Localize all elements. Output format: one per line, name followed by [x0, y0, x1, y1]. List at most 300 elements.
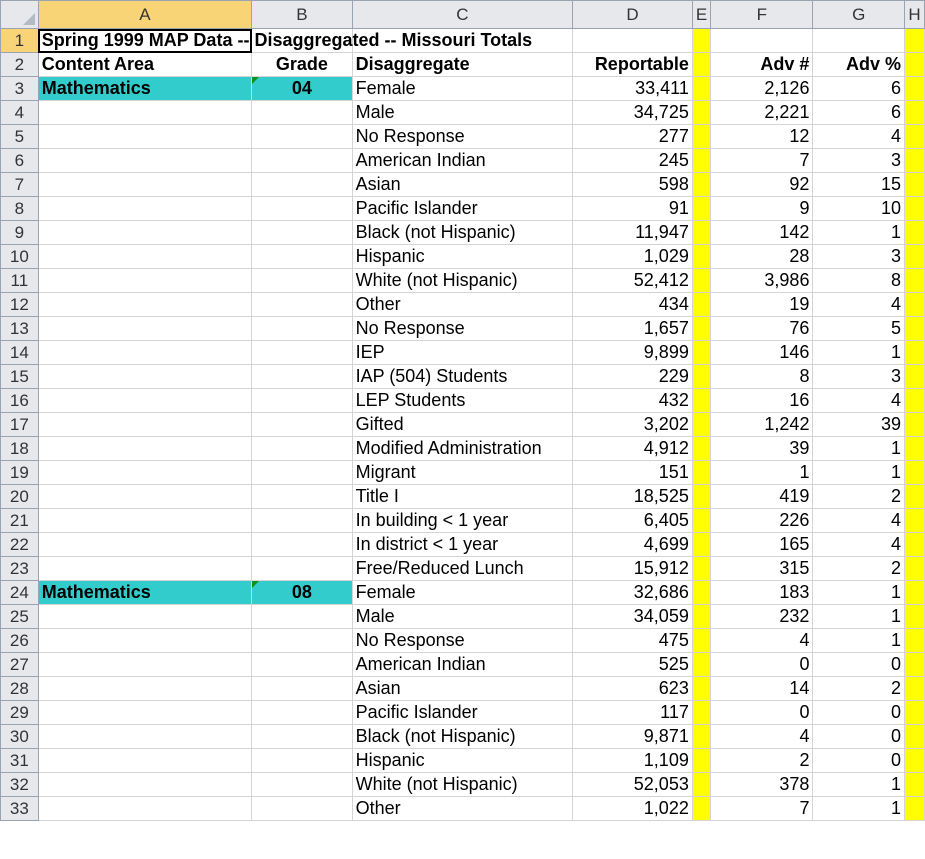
cell[interactable] [692, 101, 710, 125]
adv-num-cell[interactable]: 165 [711, 533, 813, 557]
cell[interactable] [904, 245, 924, 269]
disaggregate-cell[interactable]: Pacific Islander [352, 197, 573, 221]
row-header[interactable]: 7 [1, 173, 39, 197]
cell[interactable] [904, 125, 924, 149]
cell[interactable] [904, 773, 924, 797]
cell[interactable] [692, 677, 710, 701]
content-area-cell[interactable] [38, 101, 252, 125]
disaggregate-cell[interactable]: IAP (504) Students [352, 365, 573, 389]
grade-cell[interactable] [252, 461, 352, 485]
cell[interactable] [692, 389, 710, 413]
adv-pct-cell[interactable]: 3 [813, 245, 905, 269]
disaggregate-cell[interactable]: LEP Students [352, 389, 573, 413]
cell[interactable] [692, 365, 710, 389]
header-adv-pct[interactable]: Adv % [813, 53, 905, 77]
adv-pct-cell[interactable]: 4 [813, 533, 905, 557]
content-area-cell[interactable] [38, 197, 252, 221]
cell[interactable] [692, 197, 710, 221]
cell[interactable] [904, 317, 924, 341]
row-header[interactable]: 26 [1, 629, 39, 653]
disaggregate-cell[interactable]: No Response [352, 629, 573, 653]
adv-num-cell[interactable]: 142 [711, 221, 813, 245]
adv-pct-cell[interactable]: 8 [813, 269, 905, 293]
adv-num-cell[interactable]: 92 [711, 173, 813, 197]
adv-num-cell[interactable]: 19 [711, 293, 813, 317]
row-header[interactable]: 19 [1, 461, 39, 485]
adv-num-cell[interactable]: 4 [711, 629, 813, 653]
cell[interactable] [692, 77, 710, 101]
reportable-cell[interactable]: 4,699 [573, 533, 693, 557]
adv-num-cell[interactable]: 232 [711, 605, 813, 629]
adv-num-cell[interactable]: 1,242 [711, 413, 813, 437]
adv-num-cell[interactable]: 2 [711, 749, 813, 773]
content-area-cell[interactable] [38, 533, 252, 557]
content-area-cell[interactable] [38, 653, 252, 677]
select-all-corner[interactable] [1, 1, 39, 29]
reportable-cell[interactable]: 4,912 [573, 437, 693, 461]
row-header[interactable]: 15 [1, 365, 39, 389]
adv-pct-cell[interactable]: 4 [813, 509, 905, 533]
disaggregate-cell[interactable]: Asian [352, 173, 573, 197]
row-header[interactable]: 24 [1, 581, 39, 605]
adv-pct-cell[interactable]: 1 [813, 605, 905, 629]
disaggregate-cell[interactable]: Gifted [352, 413, 573, 437]
disaggregate-cell[interactable]: Other [352, 293, 573, 317]
reportable-cell[interactable]: 3,202 [573, 413, 693, 437]
adv-pct-cell[interactable]: 1 [813, 341, 905, 365]
cell[interactable] [692, 725, 710, 749]
adv-pct-cell[interactable]: 6 [813, 101, 905, 125]
adv-num-cell[interactable]: 0 [711, 701, 813, 725]
reportable-cell[interactable]: 9,899 [573, 341, 693, 365]
cell[interactable] [692, 533, 710, 557]
cell[interactable] [904, 437, 924, 461]
reportable-cell[interactable]: 52,412 [573, 269, 693, 293]
cell[interactable] [692, 485, 710, 509]
content-area-cell[interactable] [38, 173, 252, 197]
content-area-cell[interactable] [38, 677, 252, 701]
content-area-cell[interactable] [38, 149, 252, 173]
row-header[interactable]: 6 [1, 149, 39, 173]
column-header-b[interactable]: B [252, 1, 352, 29]
grade-cell[interactable] [252, 653, 352, 677]
adv-num-cell[interactable]: 16 [711, 389, 813, 413]
row-header[interactable]: 17 [1, 413, 39, 437]
disaggregate-cell[interactable]: American Indian [352, 149, 573, 173]
row-header[interactable]: 23 [1, 557, 39, 581]
adv-pct-cell[interactable]: 1 [813, 581, 905, 605]
cell[interactable] [904, 653, 924, 677]
grade-cell[interactable] [252, 125, 352, 149]
reportable-cell[interactable]: 34,059 [573, 605, 693, 629]
content-area-cell[interactable] [38, 413, 252, 437]
cell[interactable] [904, 701, 924, 725]
cell[interactable] [692, 557, 710, 581]
content-area-cell[interactable] [38, 341, 252, 365]
cell[interactable] [904, 53, 924, 77]
adv-pct-cell[interactable]: 4 [813, 389, 905, 413]
adv-num-cell[interactable]: 183 [711, 581, 813, 605]
adv-pct-cell[interactable]: 1 [813, 221, 905, 245]
adv-pct-cell[interactable]: 0 [813, 749, 905, 773]
reportable-cell[interactable]: 229 [573, 365, 693, 389]
grade-cell[interactable]: 04 [252, 77, 352, 101]
disaggregate-cell[interactable]: Asian [352, 677, 573, 701]
header-adv-num[interactable]: Adv # [711, 53, 813, 77]
reportable-cell[interactable]: 1,022 [573, 797, 693, 821]
grade-cell[interactable] [252, 437, 352, 461]
content-area-cell[interactable] [38, 629, 252, 653]
content-area-cell[interactable] [38, 437, 252, 461]
adv-pct-cell[interactable]: 15 [813, 173, 905, 197]
adv-num-cell[interactable]: 3,986 [711, 269, 813, 293]
column-header-e[interactable]: E [692, 1, 710, 29]
adv-pct-cell[interactable]: 3 [813, 365, 905, 389]
reportable-cell[interactable]: 1,109 [573, 749, 693, 773]
header-disaggregate[interactable]: Disaggregate [352, 53, 573, 77]
cell[interactable] [904, 197, 924, 221]
cell[interactable] [692, 269, 710, 293]
adv-num-cell[interactable]: 419 [711, 485, 813, 509]
content-area-cell[interactable] [38, 509, 252, 533]
cell[interactable] [904, 461, 924, 485]
row-header[interactable]: 31 [1, 749, 39, 773]
reportable-cell[interactable]: 91 [573, 197, 693, 221]
cell[interactable] [904, 413, 924, 437]
adv-pct-cell[interactable]: 1 [813, 461, 905, 485]
grade-cell[interactable]: 08 [252, 581, 352, 605]
disaggregate-cell[interactable]: No Response [352, 125, 573, 149]
grade-cell[interactable] [252, 197, 352, 221]
row-header[interactable]: 20 [1, 485, 39, 509]
reportable-cell[interactable]: 52,053 [573, 773, 693, 797]
cell[interactable] [692, 293, 710, 317]
grade-cell[interactable] [252, 101, 352, 125]
reportable-cell[interactable]: 34,725 [573, 101, 693, 125]
grade-cell[interactable] [252, 773, 352, 797]
row-header[interactable]: 12 [1, 293, 39, 317]
reportable-cell[interactable]: 245 [573, 149, 693, 173]
adv-num-cell[interactable]: 378 [711, 773, 813, 797]
row-header[interactable]: 8 [1, 197, 39, 221]
row-header[interactable]: 30 [1, 725, 39, 749]
disaggregate-cell[interactable]: Black (not Hispanic) [352, 725, 573, 749]
adv-num-cell[interactable]: 7 [711, 797, 813, 821]
adv-num-cell[interactable]: 2,126 [711, 77, 813, 101]
content-area-cell[interactable] [38, 725, 252, 749]
disaggregate-cell[interactable]: Hispanic [352, 749, 573, 773]
adv-pct-cell[interactable]: 2 [813, 485, 905, 509]
reportable-cell[interactable]: 525 [573, 653, 693, 677]
disaggregate-cell[interactable]: IEP [352, 341, 573, 365]
reportable-cell[interactable]: 598 [573, 173, 693, 197]
grade-cell[interactable] [252, 365, 352, 389]
reportable-cell[interactable]: 18,525 [573, 485, 693, 509]
disaggregate-cell[interactable]: Free/Reduced Lunch [352, 557, 573, 581]
cell[interactable] [813, 29, 905, 53]
grade-cell[interactable] [252, 317, 352, 341]
content-area-cell[interactable] [38, 701, 252, 725]
cell[interactable] [904, 533, 924, 557]
cell[interactable] [692, 341, 710, 365]
row-header[interactable]: 22 [1, 533, 39, 557]
grade-cell[interactable] [252, 413, 352, 437]
row-header[interactable]: 33 [1, 797, 39, 821]
reportable-cell[interactable]: 11,947 [573, 221, 693, 245]
cell[interactable] [692, 173, 710, 197]
grade-cell[interactable] [252, 173, 352, 197]
adv-pct-cell[interactable]: 2 [813, 557, 905, 581]
grade-cell[interactable] [252, 149, 352, 173]
row-header[interactable]: 4 [1, 101, 39, 125]
column-header-f[interactable]: F [711, 1, 813, 29]
reportable-cell[interactable]: 1,657 [573, 317, 693, 341]
adv-pct-cell[interactable]: 10 [813, 197, 905, 221]
cell[interactable] [692, 653, 710, 677]
adv-num-cell[interactable]: 4 [711, 725, 813, 749]
cell[interactable] [904, 605, 924, 629]
disaggregate-cell[interactable]: Migrant [352, 461, 573, 485]
cell[interactable] [904, 485, 924, 509]
adv-num-cell[interactable]: 28 [711, 245, 813, 269]
reportable-cell[interactable]: 277 [573, 125, 693, 149]
title-cell[interactable] [38, 29, 533, 53]
adv-num-cell[interactable]: 226 [711, 509, 813, 533]
content-area-cell[interactable] [38, 773, 252, 797]
adv-pct-cell[interactable]: 0 [813, 701, 905, 725]
grade-cell[interactable] [252, 245, 352, 269]
content-area-cell[interactable] [38, 221, 252, 245]
grade-cell[interactable] [252, 221, 352, 245]
adv-pct-cell[interactable]: 1 [813, 797, 905, 821]
adv-pct-cell[interactable]: 1 [813, 629, 905, 653]
grade-cell[interactable] [252, 485, 352, 509]
cell[interactable] [692, 749, 710, 773]
cell[interactable] [904, 269, 924, 293]
row-header[interactable]: 29 [1, 701, 39, 725]
content-area-cell[interactable]: Mathematics [38, 581, 252, 605]
cell[interactable] [904, 365, 924, 389]
adv-num-cell[interactable]: 76 [711, 317, 813, 341]
grade-cell[interactable] [252, 629, 352, 653]
disaggregate-cell[interactable]: Male [352, 101, 573, 125]
adv-pct-cell[interactable]: 1 [813, 773, 905, 797]
cell[interactable] [692, 797, 710, 821]
column-header-c[interactable]: C [352, 1, 573, 29]
disaggregate-cell[interactable]: Pacific Islander [352, 701, 573, 725]
disaggregate-cell[interactable]: Black (not Hispanic) [352, 221, 573, 245]
cell[interactable] [904, 173, 924, 197]
adv-pct-cell[interactable]: 5 [813, 317, 905, 341]
row-header[interactable]: 18 [1, 437, 39, 461]
grade-cell[interactable] [252, 509, 352, 533]
grade-cell[interactable] [252, 533, 352, 557]
cell[interactable] [904, 581, 924, 605]
cell[interactable] [904, 149, 924, 173]
cell[interactable] [692, 629, 710, 653]
column-header-h[interactable]: H [904, 1, 924, 29]
adv-pct-cell[interactable]: 0 [813, 725, 905, 749]
cell[interactable] [904, 341, 924, 365]
content-area-cell[interactable] [38, 125, 252, 149]
row-header[interactable]: 3 [1, 77, 39, 101]
disaggregate-cell[interactable]: In district < 1 year [352, 533, 573, 557]
content-area-cell[interactable] [38, 461, 252, 485]
disaggregate-cell[interactable]: Hispanic [352, 245, 573, 269]
content-area-cell[interactable] [38, 557, 252, 581]
row-header[interactable]: 16 [1, 389, 39, 413]
row-header[interactable]: 32 [1, 773, 39, 797]
cell[interactable] [904, 221, 924, 245]
adv-num-cell[interactable]: 315 [711, 557, 813, 581]
grade-cell[interactable] [252, 797, 352, 821]
reportable-cell[interactable]: 432 [573, 389, 693, 413]
content-area-cell[interactable] [38, 389, 252, 413]
cell[interactable] [904, 749, 924, 773]
cell[interactable] [573, 29, 693, 53]
column-header-a[interactable]: A [38, 1, 252, 29]
adv-num-cell[interactable]: 7 [711, 149, 813, 173]
adv-pct-cell[interactable]: 4 [813, 293, 905, 317]
cell[interactable] [692, 53, 710, 77]
content-area-cell[interactable] [38, 485, 252, 509]
row-header[interactable]: 9 [1, 221, 39, 245]
grade-cell[interactable] [252, 605, 352, 629]
adv-num-cell[interactable]: 2,221 [711, 101, 813, 125]
cell[interactable] [692, 605, 710, 629]
content-area-cell[interactable] [38, 245, 252, 269]
grade-cell[interactable] [252, 677, 352, 701]
row-header[interactable]: 2 [1, 53, 39, 77]
adv-pct-cell[interactable]: 0 [813, 653, 905, 677]
cell[interactable] [904, 557, 924, 581]
grade-cell[interactable] [252, 557, 352, 581]
disaggregate-cell[interactable]: Female [352, 77, 573, 101]
cell[interactable] [692, 125, 710, 149]
cell[interactable] [711, 29, 813, 53]
cell[interactable] [692, 581, 710, 605]
disaggregate-cell[interactable]: White (not Hispanic) [352, 269, 573, 293]
row-header[interactable]: 27 [1, 653, 39, 677]
row-header[interactable]: 11 [1, 269, 39, 293]
adv-num-cell[interactable]: 39 [711, 437, 813, 461]
disaggregate-cell[interactable]: Female [352, 581, 573, 605]
content-area-cell[interactable] [38, 269, 252, 293]
reportable-cell[interactable]: 9,871 [573, 725, 693, 749]
adv-pct-cell[interactable]: 4 [813, 125, 905, 149]
adv-pct-cell[interactable]: 2 [813, 677, 905, 701]
reportable-cell[interactable]: 475 [573, 629, 693, 653]
grade-cell[interactable] [252, 749, 352, 773]
adv-num-cell[interactable]: 0 [711, 653, 813, 677]
cell[interactable] [904, 629, 924, 653]
adv-pct-cell[interactable]: 39 [813, 413, 905, 437]
adv-num-cell[interactable]: 9 [711, 197, 813, 221]
adv-pct-cell[interactable]: 1 [813, 437, 905, 461]
disaggregate-cell[interactable]: White (not Hispanic) [352, 773, 573, 797]
adv-num-cell[interactable]: 12 [711, 125, 813, 149]
content-area-cell[interactable] [38, 797, 252, 821]
disaggregate-cell[interactable]: Title I [352, 485, 573, 509]
adv-num-cell[interactable]: 8 [711, 365, 813, 389]
reportable-cell[interactable]: 15,912 [573, 557, 693, 581]
cell[interactable] [904, 29, 924, 53]
row-header[interactable]: 21 [1, 509, 39, 533]
cell[interactable] [904, 677, 924, 701]
grade-cell[interactable] [252, 701, 352, 725]
grade-cell[interactable] [252, 293, 352, 317]
reportable-cell[interactable]: 623 [573, 677, 693, 701]
content-area-cell[interactable] [38, 365, 252, 389]
content-area-cell[interactable] [38, 605, 252, 629]
row-header[interactable]: 28 [1, 677, 39, 701]
cell[interactable] [692, 461, 710, 485]
cell[interactable] [692, 29, 710, 53]
reportable-cell[interactable]: 151 [573, 461, 693, 485]
adv-pct-cell[interactable]: 6 [813, 77, 905, 101]
cell[interactable] [692, 317, 710, 341]
cell[interactable] [692, 245, 710, 269]
disaggregate-cell[interactable]: Other [352, 797, 573, 821]
header-grade[interactable]: Grade [252, 53, 352, 77]
cell[interactable] [904, 725, 924, 749]
reportable-cell[interactable]: 117 [573, 701, 693, 725]
column-header-d[interactable]: D [573, 1, 693, 29]
row-header[interactable]: 10 [1, 245, 39, 269]
grade-cell[interactable] [252, 269, 352, 293]
disaggregate-cell[interactable]: American Indian [352, 653, 573, 677]
content-area-cell[interactable]: Mathematics [38, 77, 252, 101]
disaggregate-cell[interactable]: Male [352, 605, 573, 629]
header-reportable[interactable]: Reportable [573, 53, 693, 77]
cell[interactable] [904, 389, 924, 413]
reportable-cell[interactable]: 6,405 [573, 509, 693, 533]
row-header[interactable]: 14 [1, 341, 39, 365]
cell[interactable] [904, 293, 924, 317]
adv-num-cell[interactable]: 146 [711, 341, 813, 365]
content-area-cell[interactable] [38, 749, 252, 773]
reportable-cell[interactable]: 434 [573, 293, 693, 317]
cell[interactable] [904, 797, 924, 821]
adv-num-cell[interactable]: 14 [711, 677, 813, 701]
grade-cell[interactable] [252, 341, 352, 365]
content-area-cell[interactable] [38, 317, 252, 341]
reportable-cell[interactable]: 32,686 [573, 581, 693, 605]
reportable-cell[interactable]: 1,029 [573, 245, 693, 269]
cell[interactable] [692, 221, 710, 245]
disaggregate-cell[interactable]: No Response [352, 317, 573, 341]
row-header[interactable]: 13 [1, 317, 39, 341]
header-content-area[interactable]: Content Area [38, 53, 252, 77]
content-area-cell[interactable] [38, 293, 252, 317]
row-header[interactable]: 1 [1, 29, 39, 53]
grade-cell[interactable] [252, 725, 352, 749]
adv-num-cell[interactable]: 1 [711, 461, 813, 485]
cell[interactable] [692, 773, 710, 797]
row-header[interactable]: 25 [1, 605, 39, 629]
cell[interactable] [692, 509, 710, 533]
cell[interactable] [904, 77, 924, 101]
disaggregate-cell[interactable]: Modified Administration [352, 437, 573, 461]
row-header[interactable]: 5 [1, 125, 39, 149]
grade-cell[interactable] [252, 389, 352, 413]
adv-pct-cell[interactable]: 3 [813, 149, 905, 173]
cell[interactable] [692, 149, 710, 173]
cell[interactable] [692, 437, 710, 461]
cell[interactable] [904, 101, 924, 125]
reportable-cell[interactable]: 33,411 [573, 77, 693, 101]
cell[interactable] [692, 413, 710, 437]
